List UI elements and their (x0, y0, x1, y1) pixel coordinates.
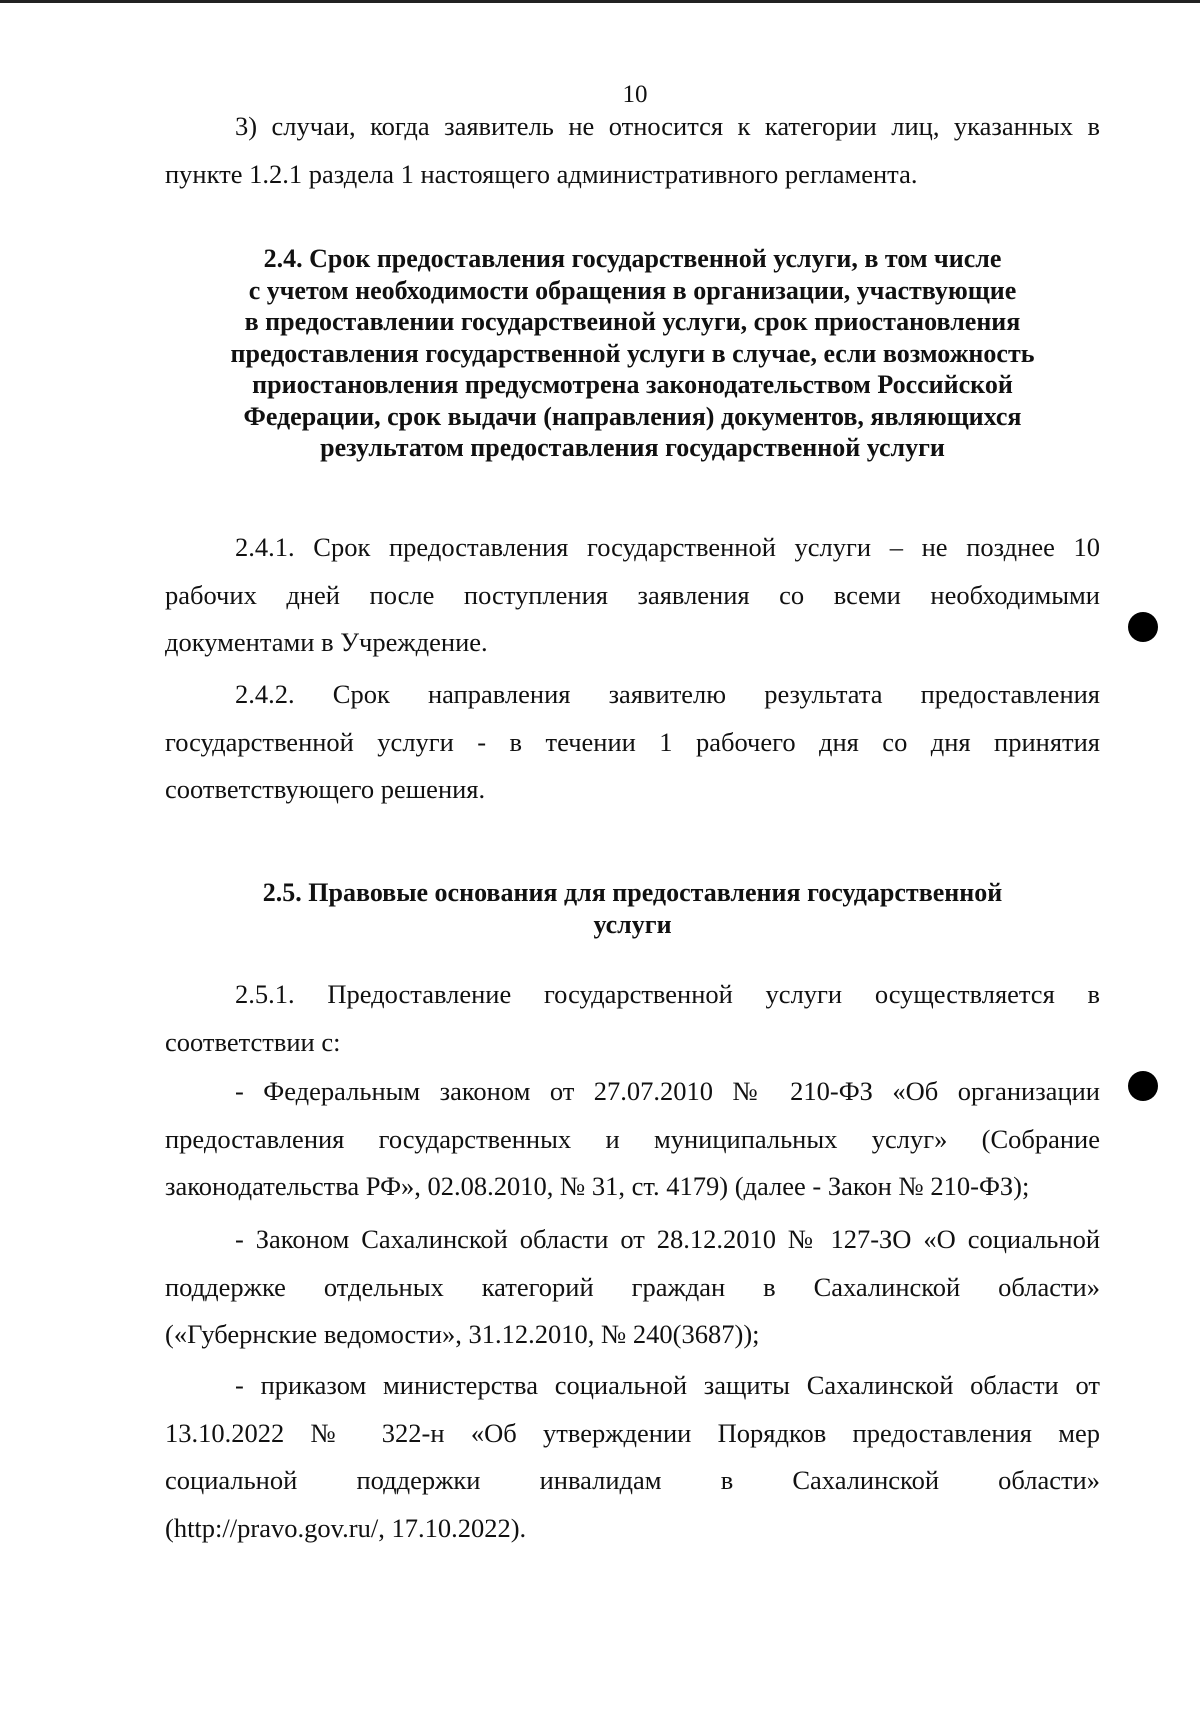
text-line: («Губернские ведомости», 31.12.2010, № 240(3687)); (165, 1319, 760, 1349)
list-item-order-322-n (165, 1362, 1100, 1552)
list-item-law-210-fz (165, 1068, 1100, 1211)
section-heading-2-4 (165, 243, 1100, 464)
list-item-law-127-zo (165, 1216, 1100, 1359)
text-line: 2.4.2. Срок направления заявителю результата предоставления (235, 679, 1100, 709)
heading-line: предоставления государственной услуги в случае, если возможность (230, 338, 1035, 368)
text-line: 3) случаи, когда заявитель не относится к категории лиц, указанных в (235, 111, 1100, 141)
text-line: предоставления государственных и муниципальных услуг» (Собрание (165, 1123, 1100, 1154)
punch-hole-mark (1128, 612, 1158, 642)
punch-hole-mark (1128, 1071, 1158, 1101)
paragraph-2-4-2 (165, 671, 1100, 814)
heading-line: 2.5. Правовые основания для предоставления государственной (262, 878, 1003, 907)
page-number: 10 (622, 81, 648, 108)
heading-line: 2.4. Срок предоставления государственной услуги, в том числе (263, 244, 1002, 273)
heading-line: в предоставлении государствеиной услуги, срок приостановления (244, 307, 1021, 336)
text-line: - Федеральным законом от 27.07.2010 № 210-ФЗ «Об организации (235, 1076, 1100, 1106)
text-line: социальной поддержки инвалидам в Сахалинской области» (165, 1465, 1100, 1495)
heading-line: приостановления предусмотрена законодательством Российской (252, 370, 1013, 399)
scan-top-edge (0, 0, 1200, 3)
paragraph-item-3 (165, 103, 1100, 198)
text-line: пункте 1.2.1 раздела 1 настоящего административного регламента. (165, 158, 918, 189)
text-line: законодательства РФ», 02.08.2010, № 31, ст. 4179) (далее - Закон № 210-ФЗ); (165, 1171, 1030, 1201)
text-line: 2.5.1. Предоставление государственной услуги осуществляется в (235, 979, 1100, 1009)
text-line: - приказом министерства социальной защиты Сахалинской области от (235, 1370, 1100, 1400)
heading-line: результатом предоставления государственной услуги (320, 433, 945, 462)
text-line: 13.10.2022 № 322-н «Об утверждении Порядков предоставления мер (165, 1417, 1100, 1448)
paragraph-2-5-1 (165, 971, 1100, 1066)
text-line: 2.4.1. Срок предоставления государственной услуги – не позднее 10 (235, 532, 1100, 562)
heading-line: услуги (593, 909, 672, 939)
text-line: - Законом Сахалинской области от 28.12.2010 № 127-ЗО «О социальной (235, 1224, 1100, 1254)
text-line: рабочих дней после поступления заявления со всеми необходимыми (165, 579, 1100, 610)
text-line: (http://pravo.gov.ru/, 17.10.2022). (165, 1512, 527, 1543)
paragraph-2-4-1 (165, 524, 1100, 667)
text-line: соответствии с: (165, 1026, 341, 1057)
heading-line: Федерации, срок выдачи (направления) документов, являющихся (243, 401, 1022, 431)
section-heading-2-5 (165, 877, 1100, 940)
text-line: поддержке отдельных категорий граждан в Сахалинской области» (165, 1271, 1100, 1302)
text-line: государственной услуги - в течении 1 рабочего дня со дня принятия (165, 726, 1100, 757)
text-line: соответствующего решения. (165, 774, 486, 804)
text-line: документами в Учреждение. (165, 627, 488, 657)
heading-line: с учетом необходимости обращения в организации, участвующие (248, 275, 1017, 305)
